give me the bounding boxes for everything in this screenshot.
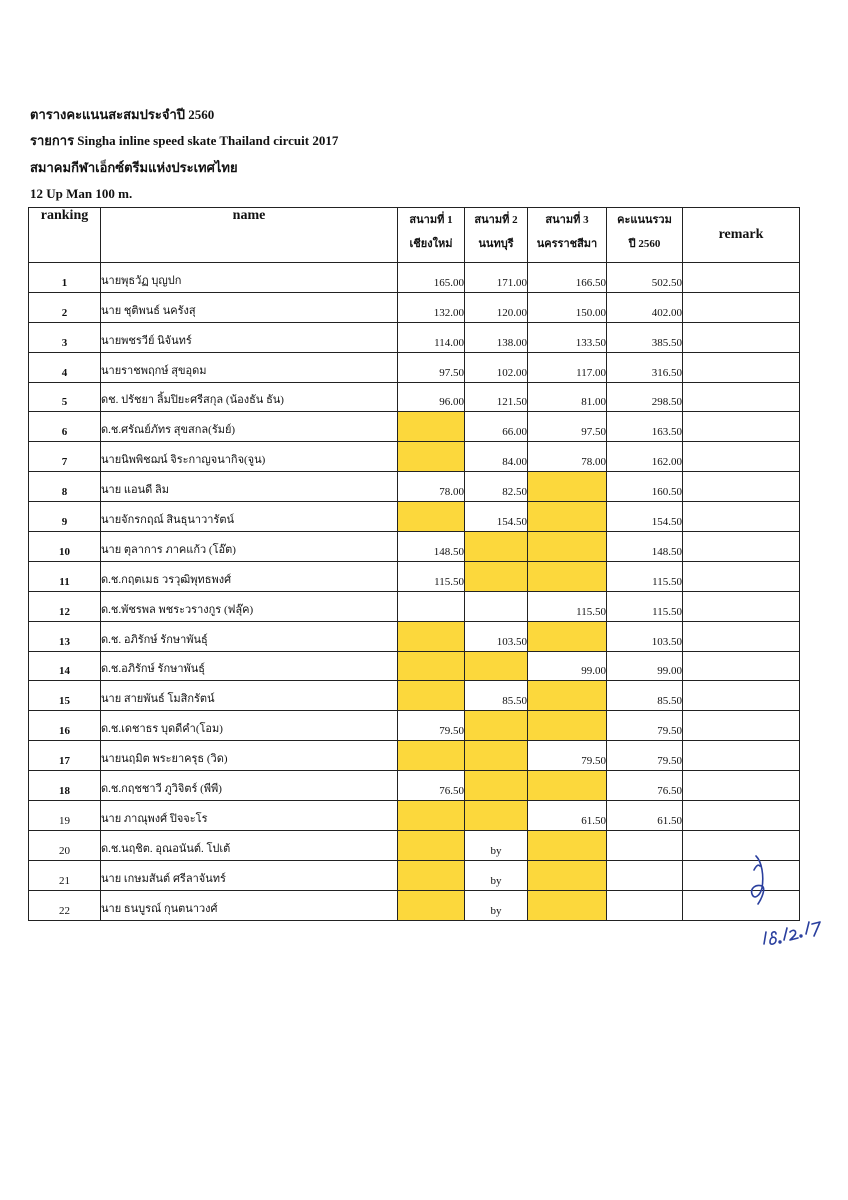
cell-remark (683, 442, 800, 472)
cell-venue1 (398, 591, 465, 621)
cell-venue3: 117.00 (528, 352, 607, 382)
col-header-venue2 (465, 208, 528, 263)
cell-remark (683, 412, 800, 442)
document-title: ตารางคะแนนสะสมประจำปี 2560 (30, 107, 215, 122)
cell-name: ด.ช.ศรัณย์ภัทร สุขสกล(รัมย์) (101, 412, 398, 442)
table-row (29, 412, 800, 442)
cell-venue3 (528, 890, 607, 920)
total-year: ปี 2560 (628, 238, 661, 250)
cell-remark (683, 322, 800, 352)
cell-venue2: 120.00 (465, 292, 528, 322)
cell-remark (683, 651, 800, 681)
cell-remark (683, 263, 800, 293)
col-header-venue1 (398, 208, 465, 263)
cell-name: นายจักรกฤณ์ สินธุนาวารัตน์ (101, 502, 398, 532)
cell-remark (683, 472, 800, 502)
cell-name: นายพชรวีย์ นิจันทร์ (101, 322, 398, 352)
cell-remark (683, 741, 800, 771)
table-row (29, 561, 800, 591)
cell-venue3: 150.00 (528, 292, 607, 322)
cell-venue1 (398, 860, 465, 890)
table-row (29, 292, 800, 322)
cell-total: 163.50 (607, 412, 683, 442)
cell-total: 298.50 (607, 382, 683, 412)
cell-rank: 7 (29, 442, 101, 472)
cell-total: 385.50 (607, 322, 683, 352)
cell-venue3 (528, 681, 607, 711)
col-header-ranking: ranking (29, 208, 101, 263)
cell-venue3 (528, 711, 607, 741)
cell-venue1 (398, 741, 465, 771)
table-row (29, 382, 800, 412)
cell-venue3 (528, 561, 607, 591)
handwritten-signature (748, 852, 828, 962)
cell-remark (683, 591, 800, 621)
event-name: รายการ Singha inline speed skate Thailand circuit 2017 (30, 133, 339, 148)
cell-venue1: 115.50 (398, 561, 465, 591)
cell-venue3: 99.00 (528, 651, 607, 681)
cell-venue2: 103.50 (465, 621, 528, 651)
cell-venue3 (528, 502, 607, 532)
cell-venue2: 121.50 (465, 382, 528, 412)
cell-venue3 (528, 472, 607, 502)
cell-rank: 5 (29, 382, 101, 412)
cell-rank: 12 (29, 591, 101, 621)
cell-total (607, 860, 683, 890)
organization-name: สมาคมกีฬาเอ็กซ์ตรีมแห่งประเทศไทย (30, 160, 238, 175)
cell-name: นายราชพฤกษ์ สุขอุดม (101, 352, 398, 382)
cell-total: 61.50 (607, 801, 683, 831)
cell-remark (683, 681, 800, 711)
cell-rank: 17 (29, 741, 101, 771)
cell-remark (683, 352, 800, 382)
cell-venue2: 138.00 (465, 322, 528, 352)
cell-venue1 (398, 651, 465, 681)
cell-venue2 (465, 741, 528, 771)
cell-rank: 9 (29, 502, 101, 532)
cell-remark (683, 621, 800, 651)
cell-name: นายนิพพิชฌน์ จิระกาญจนากิจ(จูน) (101, 442, 398, 472)
cell-venue2 (465, 561, 528, 591)
cell-venue2 (465, 591, 528, 621)
cell-venue3 (528, 532, 607, 562)
cell-name: นายพุธวัฏ บุญปก (101, 263, 398, 293)
cell-total: 502.50 (607, 263, 683, 293)
col-header-name: name (101, 208, 398, 263)
col-header-total (607, 208, 683, 263)
cell-venue3: 97.50 (528, 412, 607, 442)
cell-rank: 6 (29, 412, 101, 442)
cell-venue1: 78.00 (398, 472, 465, 502)
table-row (29, 771, 800, 801)
cell-venue2: by (465, 860, 528, 890)
cell-remark (683, 771, 800, 801)
table-row (29, 263, 800, 293)
cell-name: นาย แอนดี ลิม (101, 472, 398, 502)
table-row (29, 322, 800, 352)
cell-remark (683, 532, 800, 562)
table-row (29, 442, 800, 472)
venue3-label: สนามที่ 3 (545, 214, 589, 226)
cell-name: ด.ช.เดชาธร บุดดีคำ(โอม) (101, 711, 398, 741)
table-row (29, 591, 800, 621)
cell-venue2 (465, 711, 528, 741)
cell-name: ด.ช.นฤชิต. อุณอนันต์. โปเต้ (101, 830, 398, 860)
cell-venue2: 85.50 (465, 681, 528, 711)
cell-venue2 (465, 771, 528, 801)
cell-name: นาย ภาณุพงศ์ ปิจจะโร (101, 801, 398, 831)
table-row (29, 681, 800, 711)
cell-venue1: 132.00 (398, 292, 465, 322)
cell-name: นาย เกษมสันต์ ศรีลาจันทร์ (101, 860, 398, 890)
cell-total (607, 890, 683, 920)
cell-total: 160.50 (607, 472, 683, 502)
cell-venue1 (398, 681, 465, 711)
venue2-label: สนามที่ 2 (474, 214, 518, 226)
cell-total: 99.00 (607, 651, 683, 681)
cell-rank: 11 (29, 561, 101, 591)
cell-venue2: 154.50 (465, 502, 528, 532)
cell-venue1 (398, 830, 465, 860)
venue1-location: เชียงใหม่ (409, 238, 453, 250)
cell-total: 85.50 (607, 681, 683, 711)
venue2-location: นนทบุรี (478, 238, 514, 250)
table-row (29, 651, 800, 681)
cell-name: นายนฤมิต พระยาครุธ (วิด) (101, 741, 398, 771)
cell-venue3 (528, 830, 607, 860)
table-row (29, 502, 800, 532)
cell-venue2 (465, 801, 528, 831)
cell-venue2: by (465, 830, 528, 860)
cell-rank: 13 (29, 621, 101, 651)
venue1-label: สนามที่ 1 (409, 214, 453, 226)
cell-rank: 18 (29, 771, 101, 801)
cell-total: 148.50 (607, 532, 683, 562)
cell-venue3: 115.50 (528, 591, 607, 621)
cell-total: 162.00 (607, 442, 683, 472)
cell-venue1: 79.50 (398, 711, 465, 741)
cell-total: 79.50 (607, 741, 683, 771)
cell-remark (683, 711, 800, 741)
col-header-remark: remark (683, 208, 800, 263)
cell-name: นาย ตุลาการ ภาคแก้ว (โอ๊ต) (101, 532, 398, 562)
cell-venue1: 76.50 (398, 771, 465, 801)
cell-total: 316.50 (607, 352, 683, 382)
cell-rank: 3 (29, 322, 101, 352)
cell-venue3 (528, 860, 607, 890)
cell-total: 115.50 (607, 561, 683, 591)
table-row (29, 830, 800, 860)
cell-venue1 (398, 442, 465, 472)
cell-rank: 4 (29, 352, 101, 382)
cell-rank: 21 (29, 860, 101, 890)
cell-rank: 14 (29, 651, 101, 681)
cell-venue2: 171.00 (465, 263, 528, 293)
cell-venue1 (398, 412, 465, 442)
cell-venue1: 114.00 (398, 322, 465, 352)
cell-venue3: 61.50 (528, 801, 607, 831)
table-body (29, 263, 800, 921)
cell-name: นาย ชุติพนธ์ นครังสุ (101, 292, 398, 322)
cell-venue3 (528, 771, 607, 801)
table-row (29, 472, 800, 502)
cell-rank: 16 (29, 711, 101, 741)
cell-venue3: 78.00 (528, 442, 607, 472)
cell-venue3: 133.50 (528, 322, 607, 352)
category-label: 12 Up Man 100 m. (30, 186, 133, 201)
cell-venue1: 96.00 (398, 382, 465, 412)
cell-total: 115.50 (607, 591, 683, 621)
col-header-venue3 (528, 208, 607, 263)
cell-name: นาย สายพันธ์ โมสิกรัตน์ (101, 681, 398, 711)
table-row (29, 801, 800, 831)
cell-name: ด.ช.กฤชชาวี ภูวิจิตร์ (พีพี) (101, 771, 398, 801)
cell-name: นาย ธนบูรณ์ กุนตนาวงศ์ (101, 890, 398, 920)
table-row (29, 352, 800, 382)
cell-remark (683, 561, 800, 591)
cell-total: 154.50 (607, 502, 683, 532)
cell-total: 103.50 (607, 621, 683, 651)
cell-name: ด.ช.พัชรพล พชระวรางกูร (ฟลุ๊ค) (101, 591, 398, 621)
cell-rank: 19 (29, 801, 101, 831)
total-label: คะแนนรวม (617, 214, 672, 226)
cell-venue3 (528, 621, 607, 651)
cell-name: ดช. ปรัชยา ลิ้มปิยะศรีสกุล (น้องธัน ธัน) (101, 382, 398, 412)
cell-venue3: 81.00 (528, 382, 607, 412)
table-row (29, 711, 800, 741)
cell-rank: 2 (29, 292, 101, 322)
cell-rank: 15 (29, 681, 101, 711)
cell-rank: 20 (29, 830, 101, 860)
cell-venue1 (398, 890, 465, 920)
cell-venue1: 97.50 (398, 352, 465, 382)
cell-name: ด.ช.อภิรักษ์ รักษาพันธุ์ (101, 651, 398, 681)
table-row (29, 621, 800, 651)
cell-venue1 (398, 801, 465, 831)
cell-venue2: 102.00 (465, 352, 528, 382)
cell-name: ด.ช.กฤตเมธ วรวุฒิพุทธพงศ์ (101, 561, 398, 591)
table-row (29, 860, 800, 890)
cell-remark (683, 502, 800, 532)
cell-venue1: 148.50 (398, 532, 465, 562)
cell-total (607, 830, 683, 860)
table-row (29, 741, 800, 771)
table-row (29, 890, 800, 920)
cell-venue2: 84.00 (465, 442, 528, 472)
cell-venue2: 82.50 (465, 472, 528, 502)
cell-venue2 (465, 532, 528, 562)
cell-venue2: by (465, 890, 528, 920)
cell-remark (683, 292, 800, 322)
cell-total: 402.00 (607, 292, 683, 322)
cell-venue3: 79.50 (528, 741, 607, 771)
cell-remark (683, 801, 800, 831)
cell-venue2 (465, 651, 528, 681)
cell-rank: 8 (29, 472, 101, 502)
cell-venue2: 66.00 (465, 412, 528, 442)
cell-venue3: 166.50 (528, 263, 607, 293)
cell-venue1: 165.00 (398, 263, 465, 293)
venue3-location: นครราชสีมา (536, 238, 598, 250)
cell-venue1 (398, 502, 465, 532)
cell-remark (683, 382, 800, 412)
cell-rank: 10 (29, 532, 101, 562)
cell-total: 79.50 (607, 711, 683, 741)
standings-table (28, 207, 800, 921)
cell-name: ด.ช. อภิรักษ์ รักษาพันธุ์ (101, 621, 398, 651)
table-header-row (29, 208, 800, 263)
cell-rank: 1 (29, 263, 101, 293)
table-row (29, 532, 800, 562)
cell-venue1 (398, 621, 465, 651)
cell-rank: 22 (29, 890, 101, 920)
cell-total: 76.50 (607, 771, 683, 801)
